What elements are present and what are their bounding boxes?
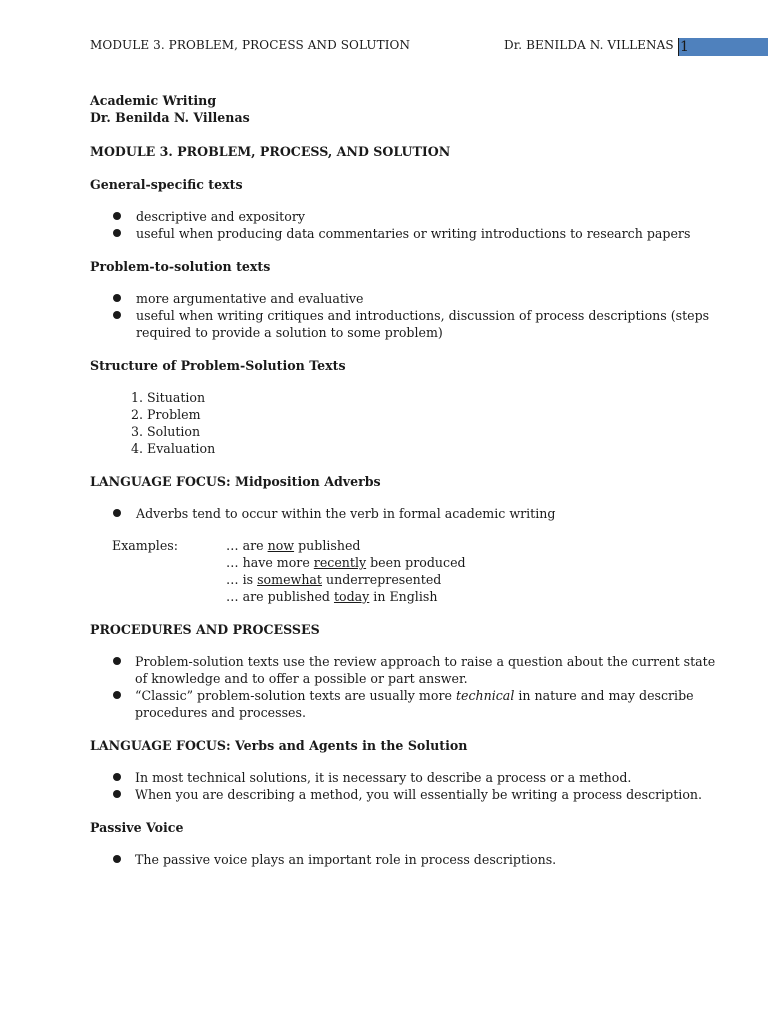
module-title: MODULE 3. PROBLEM, PROCESS, AND SOLUTION <box>90 144 451 159</box>
example-line <box>226 571 720 588</box>
example-post: underrepresented <box>322 572 442 587</box>
example-adverb: today <box>333 589 370 604</box>
list-item: more argumentative and evaluative <box>90 290 720 307</box>
section-title-structure: Structure of Problem-Solution Texts <box>90 358 346 373</box>
section-title-procedures: PROCEDURES AND PROCESSES <box>90 622 320 637</box>
header-author: Dr. BENILDA N. VILLENAS <box>504 38 674 52</box>
example-adverb: recently <box>313 555 367 570</box>
section-title-verbs-agents: LANGUAGE FOCUS: Verbs and Agents in the Solution <box>90 738 468 753</box>
author-name: Dr. Benilda N. Villenas <box>90 110 250 125</box>
example-adverb: now <box>267 538 295 553</box>
list-item: Adverbs tend to occur within the verb in formal academic writing <box>90 505 720 522</box>
page-number-badge: 1 <box>678 38 768 56</box>
section-title-midposition-adverbs: LANGUAGE FOCUS: Midposition Adverbs <box>90 474 381 489</box>
page-header <box>90 38 768 56</box>
list-item: The passive voice plays an important role in process descriptions. <box>90 851 720 868</box>
examples-label: Examples: <box>112 538 178 553</box>
example-post: published <box>294 538 361 553</box>
list-item: 2. Problem <box>147 406 720 423</box>
procedures-item2-pre: “Classic” problem-solution texts are usually more <box>135 688 456 703</box>
example-pre: … have more <box>226 555 314 570</box>
procedures-item2-post: in nature and may describe procedures and processes. <box>135 688 694 720</box>
list-item: 1. Situation <box>147 389 720 406</box>
list-item: descriptive and expository <box>90 208 720 225</box>
midposition-adverbs-list <box>90 505 720 522</box>
header-module-title: MODULE 3. PROBLEM, PROCESS AND SOLUTION <box>90 38 411 52</box>
examples-lines <box>226 537 720 605</box>
example-adverb: somewhat <box>257 572 322 587</box>
list-item: When you are describing a method, you will essentially be writing a process description. <box>90 786 720 803</box>
procedures-item2-emphasis: technical <box>455 688 515 703</box>
course-author-block <box>90 92 720 126</box>
list-item: useful when producing data commentaries or writing introductions to research papers <box>90 225 720 242</box>
document-body <box>90 92 720 868</box>
section-title-general-specific: General-specific texts <box>90 177 243 192</box>
example-pre: … are published <box>226 589 334 604</box>
list-item: Problem-solution texts use the review approach to raise a question about the current state of knowledge and to offer a possible or part answer. <box>90 653 720 687</box>
example-post: been produced <box>366 555 466 570</box>
list-item: 4. Evaluation <box>147 440 720 457</box>
course-title: Academic Writing <box>90 93 217 108</box>
list-item: 3. Solution <box>147 423 720 440</box>
structure-list <box>90 389 720 457</box>
section-title-passive-voice: Passive Voice <box>90 820 184 835</box>
procedures-list <box>90 653 720 721</box>
list-item: useful when writing critiques and introductions, discussion of process descriptions (steps required to provide a solution to some problem) <box>90 307 720 341</box>
problem-solution-list <box>90 290 720 341</box>
example-pre: … are <box>226 538 268 553</box>
list-item: In most technical solutions, it is necessary to describe a process or a method. <box>90 769 720 786</box>
adverb-examples <box>90 537 720 605</box>
example-line <box>226 588 720 605</box>
example-line <box>226 554 720 571</box>
example-post: in English <box>369 589 438 604</box>
list-item <box>90 687 720 721</box>
section-title-problem-solution: Problem-to-solution texts <box>90 259 271 274</box>
passive-voice-list <box>90 851 720 868</box>
verbs-agents-list <box>90 769 720 803</box>
example-pre: … is <box>226 572 258 587</box>
general-specific-list <box>90 208 720 242</box>
example-line <box>226 537 720 554</box>
